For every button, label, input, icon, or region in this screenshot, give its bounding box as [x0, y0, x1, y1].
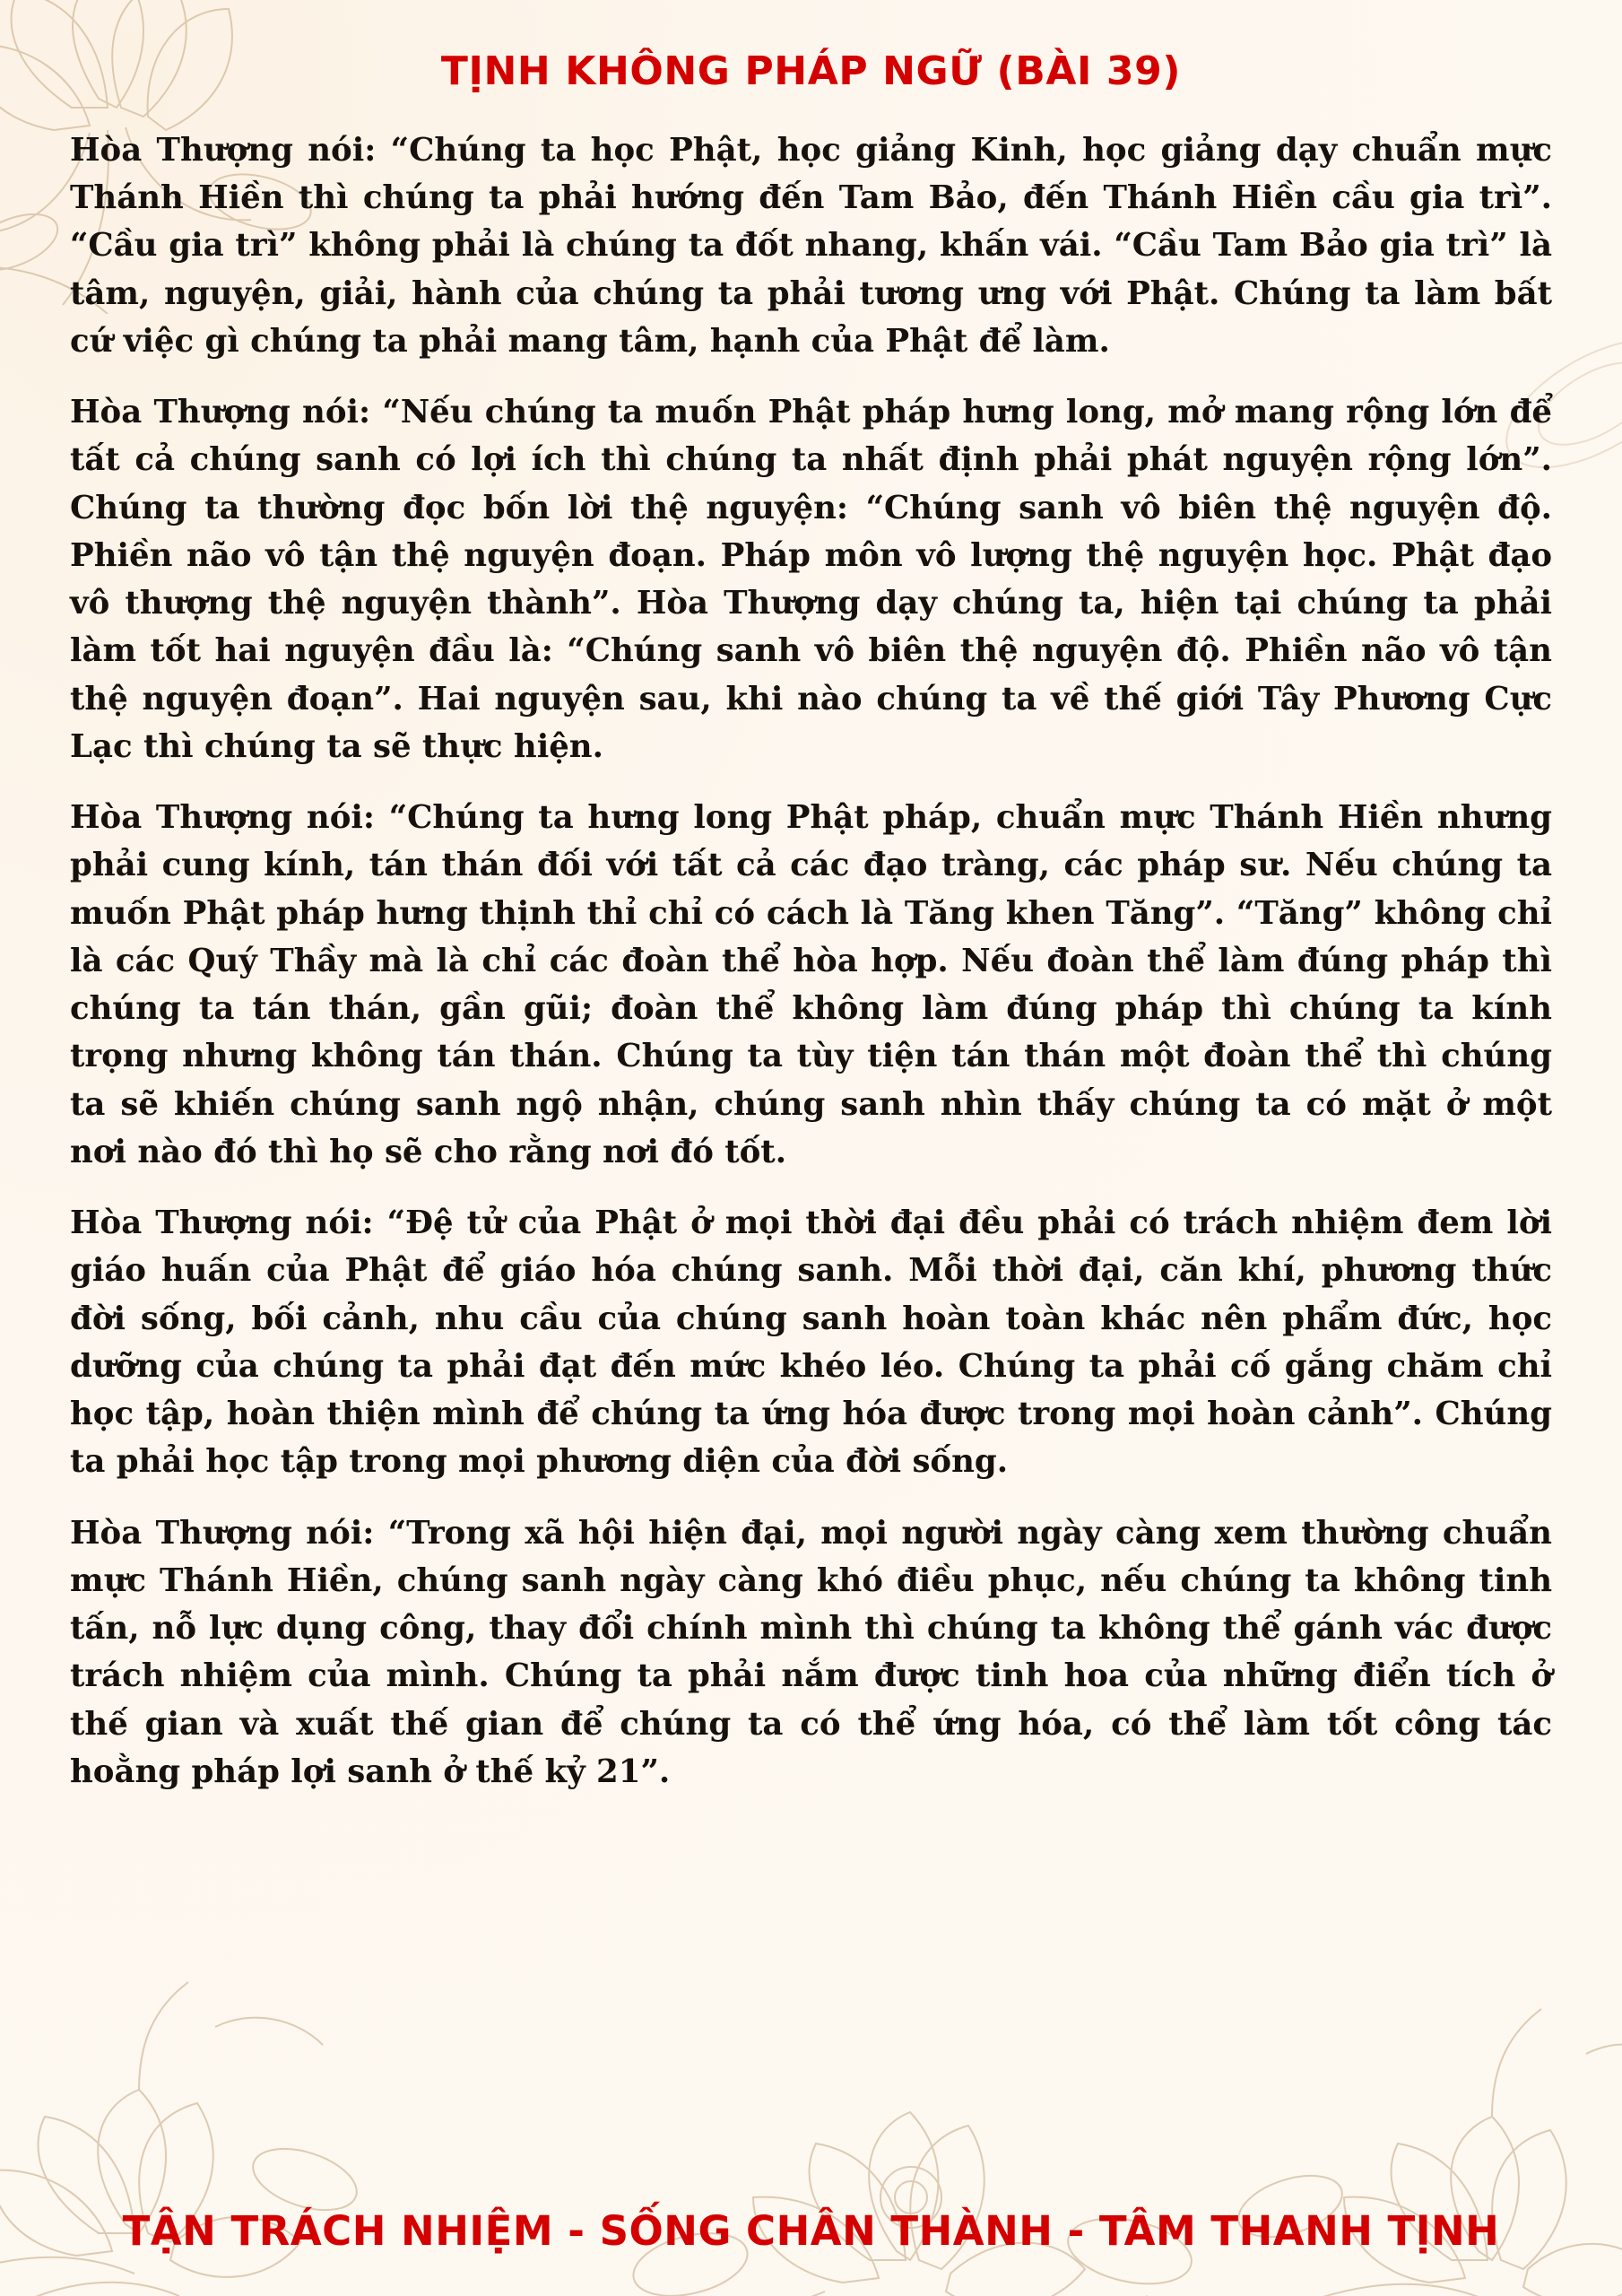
paragraph: Hòa Thượng nói: “Chúng ta học Phật, học giảng Kinh, học giảng dạy chuẩn mực Thánh Hiền thì chúng ta phải hướng đến Tam Bảo, đến Thánh Hiền cầu gia trì”. “Cầu gia trì” không phải là chúng ta đốt nhang, khấn vái. “Cầu Tam Bảo gia trì” là tâm, nguyện, giải, hành của chúng ta phải tương ưng với Phật. Chúng ta làm bất cứ việc gì chúng ta phải mang tâm, hạnh của Phật để làm. [70, 131, 1552, 360]
paragraph: Hòa Thượng nói: “Chúng ta hưng long Phật pháp, chuẩn mực Thánh Hiền nhưng phải cung kính, tán thán đối với tất cả các đạo tràng, các pháp sư. Nếu chúng ta muốn Phật pháp hưng thịnh thỉ chỉ có cách là Tăng khen Tăng”. “Tăng” không chỉ là các Quý Thầy mà là chỉ các đoàn thể hòa hợp. Nếu đoàn thể làm đúng pháp thì chúng ta tán thán, gần gũi; đoàn thể không làm đúng pháp thì chúng ta kính trọng nhưng không tán thán. Chúng ta tùy tiện tán thán một đoàn thể thì chúng ta sẽ khiến chúng sanh ngộ nhận, chúng sanh nhìn thấy chúng ta có mặt ở một nơi nào đó thì họ sẽ cho rằng nơi đó tốt. [70, 799, 1552, 1170]
paragraph: Hòa Thượng nói: “Trong xã hội hiện đại, mọi người ngày càng xem thường chuẩn mực Thánh Hiền, chúng sanh ngày càng khó điều phục, nếu chúng ta không tinh tấn, nỗ lực dụng công, thay đổi chính mình thì chúng ta không thể gánh vác được trách nhiệm của mình. Chúng ta phải nắm được tinh hoa của những điển tích ở thế gian và xuất thế gian để chúng ta có thể ứng hóa, có thể làm tốt công tác hoằng pháp lợi sanh ở thế kỷ 21”. [70, 1514, 1552, 1790]
article-body [65, 126, 1557, 1796]
page-title: TỊNH KHÔNG PHÁP NGỮ (BÀI 39) [440, 48, 1182, 94]
paragraph: Hòa Thượng nói: “Nếu chúng ta muốn Phật pháp hưng long, mở mang rộng lớn để tất cả chúng sanh có lợi ích thì chúng ta nhất định phải phát nguyện rộng lớn”. Chúng ta thường đọc bốn lời thệ nguyện: “Chúng sanh vô biên thệ nguyện độ. Phiền não vô tận thệ nguyện đoạn. Pháp môn vô lượng thệ nguyện học. Phật đạo vô thượng thệ nguyện thành”. Hòa Thượng dạy chúng ta, hiện tại chúng ta phải làm tốt hai nguyện đầu là: “Chúng sanh vô biên thệ nguyện độ. Phiền não vô tận thệ nguyện đoạn”. Hai nguyện sau, khi nào chúng ta về thế giới Tây Phương Cực Lạc thì chúng ta sẽ thực hiện. [70, 394, 1552, 765]
footer-slogan: TẬN TRÁCH NHIỆM - SỐNG CHÂN THÀNH - TÂM THANH TỊNH [122, 2207, 1500, 2255]
paragraph: Hòa Thượng nói: “Đệ tử của Phật ở mọi thời đại đều phải có trách nhiệm đem lời giáo huấn của Phật để giáo hóa chúng sanh. Mỗi thời đại, căn khí, phương thức đời sống, bối cảnh, nhu cầu của chúng sanh hoàn toàn khác nên phẩm đức, học dưỡng của chúng ta phải đạt đến mức khéo léo. Chúng ta phải cố gắng chăm chỉ học tập, hoàn thiện mình để chúng ta ứng hóa được trong mọi hoàn cảnh”. Chúng ta phải học tập trong mọi phương diện của đời sống. [70, 1205, 1552, 1481]
